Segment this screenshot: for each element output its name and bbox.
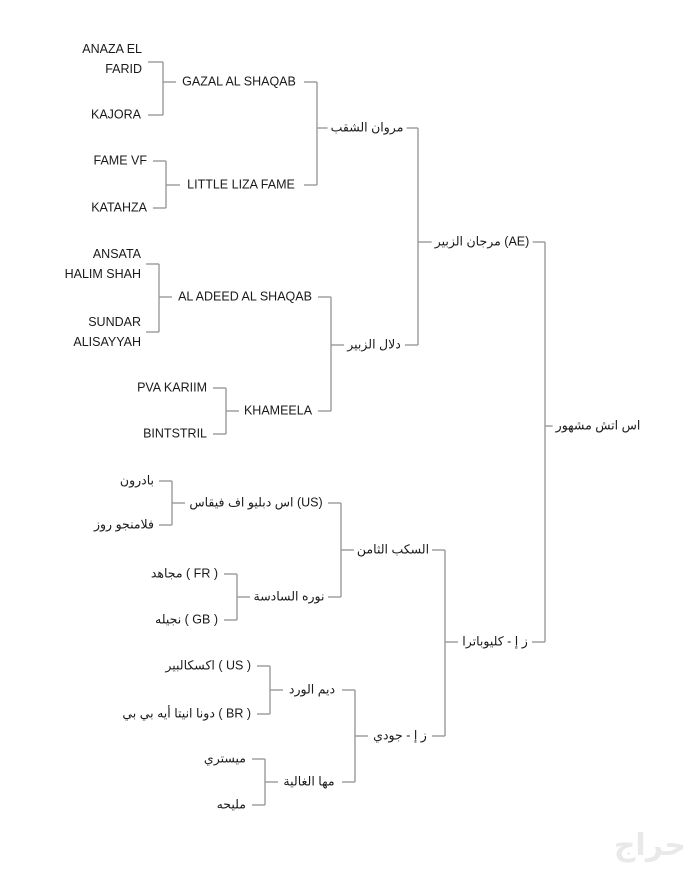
gen4-e2-name: فلامنجو روز <box>93 517 154 532</box>
gen3-g-name: ديم الورد <box>286 683 338 698</box>
gen4-c1-line1: ANSATA <box>92 247 141 261</box>
gen3-f-name: نوره السادسة <box>251 590 328 605</box>
gen4-c2-name <box>73 312 143 352</box>
dam-sire-name: السكب الثامن <box>354 543 432 558</box>
gen4-a1-line1: ANAZA EL <box>82 42 142 56</box>
gen4-d2-name: BINTSTRIL <box>143 426 207 441</box>
gen3-b-name: LITTLE LIZA FAME <box>184 178 298 193</box>
root-horse-name: اس اتش مشهور <box>553 419 644 434</box>
gen4-b1-name: FAME VF <box>93 153 147 168</box>
gen4-a1-name <box>82 39 144 79</box>
gen3-d-name: KHAMEELA <box>241 404 315 419</box>
gen4-a2-name: KAJORA <box>90 107 141 122</box>
dam-dam-name: ز إ - جودي <box>370 729 430 744</box>
gen4-a1-line2: FARID <box>105 62 142 76</box>
gen4-c2-line1: SUNDAR <box>88 315 141 329</box>
gen4-d1-name: PVA KARIIM <box>137 380 207 395</box>
gen4-h2-name: مليحه <box>216 797 246 812</box>
gen4-g1-name: اكسكالبير ( US ) <box>165 658 251 673</box>
gen4-c1-name <box>65 244 143 284</box>
gen3-h-name: مها الغالية <box>280 775 337 790</box>
sire-dam-name: دلال الزبير <box>344 338 404 353</box>
site-watermark-logo: حراج <box>613 829 686 862</box>
sire-name: مرجان الزبير (AE) <box>432 235 533 250</box>
gen3-a-name: GAZAL AL SHAQAB <box>179 75 299 90</box>
sire-sire-name: مروان الشقب <box>328 121 407 136</box>
gen4-c1-line2: HALIM SHAH <box>64 267 141 281</box>
gen4-c2-line2: ALISAYYAH <box>73 335 141 349</box>
gen4-h1-name: ميستري <box>203 751 246 766</box>
gen4-b2-name: KATAHZA <box>91 200 147 215</box>
gen4-g2-name: دونا انيتا أيه بي بي ( BR ) <box>122 706 251 721</box>
gen4-f2-name: نجيله ( GB ) <box>155 612 218 627</box>
gen3-e-name: اس دبليو اف فيقاس (US) <box>186 496 325 511</box>
gen4-f1-name: مجاهد ( FR ) <box>150 566 218 581</box>
gen3-c-name: AL ADEED AL SHAQAB <box>175 290 315 305</box>
dam-name: ز إ - كليوباترا <box>459 635 531 650</box>
gen4-e1-name: بادرون <box>119 473 154 488</box>
